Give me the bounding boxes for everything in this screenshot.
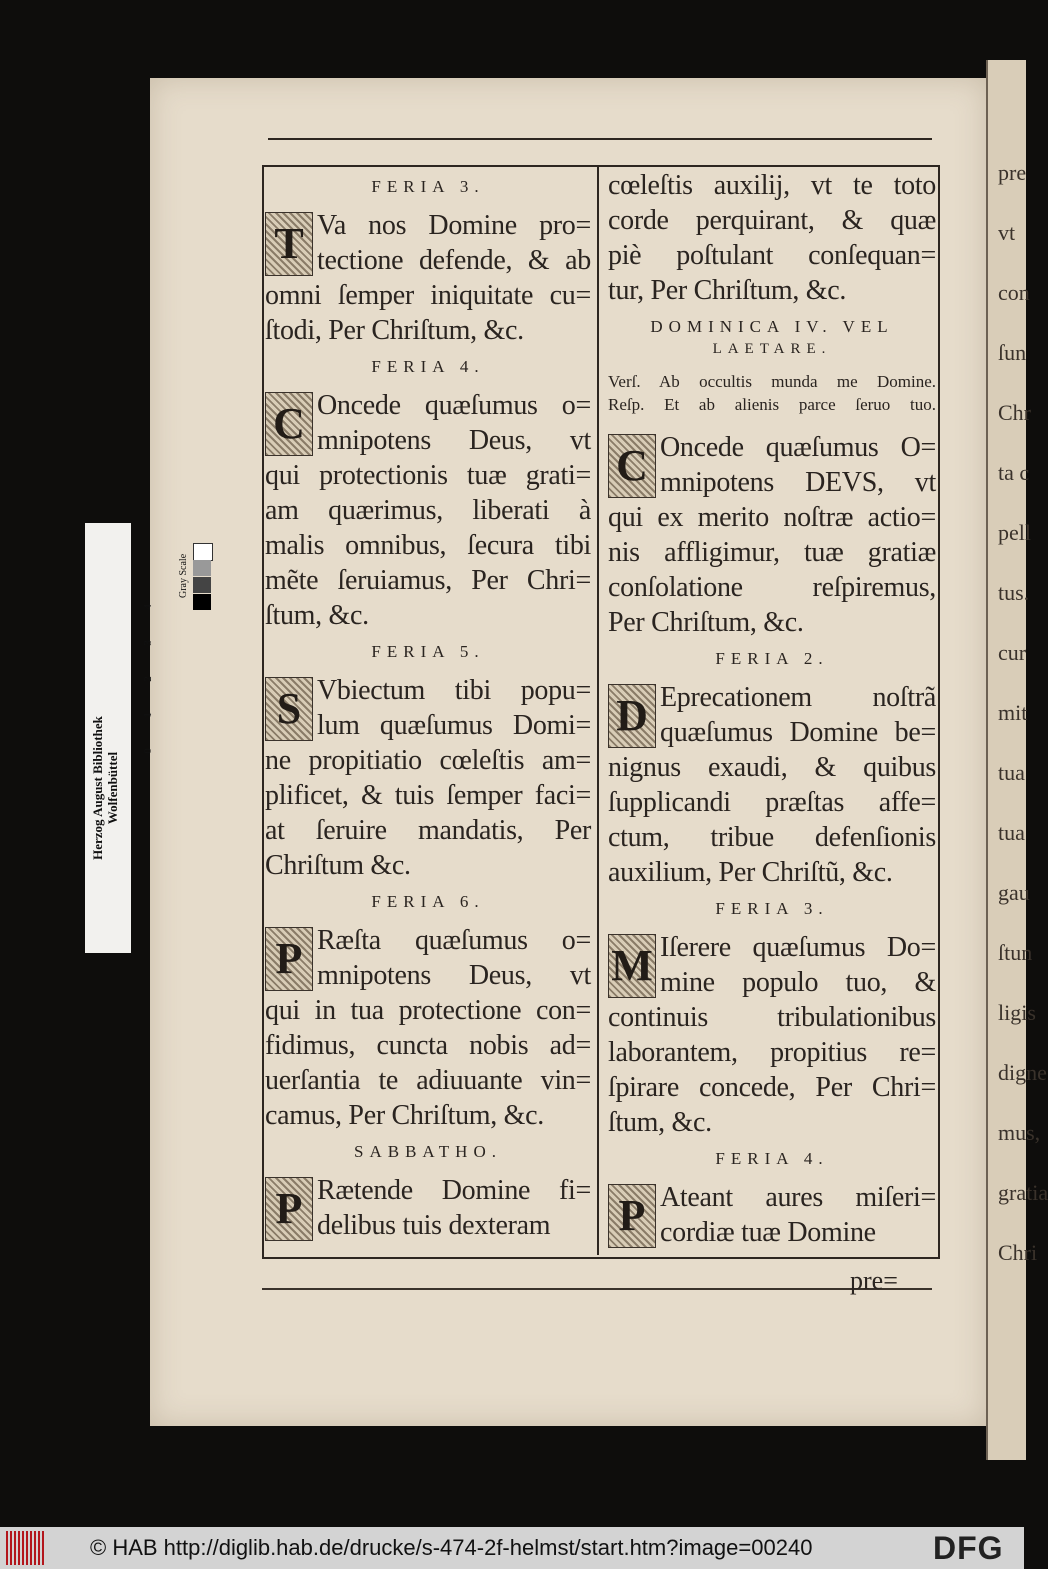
text-line: ſtodi, Per Chriſtum, &c.: [265, 315, 524, 346]
decorated-initial: P: [265, 1177, 313, 1241]
text-line: continuis tribulationibus: [608, 1002, 936, 1033]
next-page-text: ligis: [998, 1000, 1036, 1025]
versicle-line: Verſ. Ab occultis munda me Domine.: [608, 372, 936, 391]
section-heading: FERIA 2.: [715, 649, 829, 668]
decorated-initial: C: [608, 434, 656, 498]
text-line: piè poſtulant conſequan=: [608, 240, 936, 271]
text-line: Chriſtum &c.: [265, 850, 411, 881]
next-page-text: gratia: [998, 1180, 1048, 1205]
prayer-text: [608, 168, 936, 308]
text-line: ne propitiatio cœleſtis am=: [265, 745, 591, 776]
library-city: Wolfenbüttel: [105, 751, 120, 825]
section-heading: SABBATHO.: [354, 1142, 502, 1161]
top-rule: [268, 138, 932, 140]
dfg-logo: DFG: [933, 1530, 1004, 1566]
prayer-text: [265, 1173, 591, 1243]
text-line: Oncede quæſumus o=: [317, 390, 591, 421]
next-page-text: Chri: [998, 1240, 1038, 1265]
section-heading: FERIA 4.: [715, 1149, 829, 1168]
text-line: delibus tuis dexteram: [317, 1210, 551, 1241]
library-label: [90, 618, 120, 958]
color-scale-card: [85, 523, 189, 953]
ruler-tick-label: 0: [141, 748, 154, 754]
text-line: mnipotens Deus, vt: [317, 425, 591, 456]
text-line: at ſeruire mandatis, Per: [265, 815, 591, 846]
text-line: laborantem, propitius re=: [608, 1037, 936, 1068]
swatch-gray: [193, 560, 211, 576]
next-page-text: mit: [998, 700, 1028, 725]
text-line: ſtum, &c.: [608, 1107, 712, 1138]
next-page-text: gau: [998, 880, 1030, 905]
section-heading: FERIA 3.: [715, 899, 829, 918]
text-line: am quærimus, liberati à: [265, 495, 591, 526]
text-line: corde perquirant, & quæ: [608, 205, 936, 236]
right-column: [608, 168, 936, 1250]
text-line: malis omnibus, ſecura tibi: [265, 530, 591, 561]
text-line: mẽte ſeruiamus, Per Chri=: [265, 565, 591, 596]
next-page-text: cur: [998, 640, 1027, 665]
text-line: ſupplicandi præſtas affe=: [608, 787, 936, 818]
section-heading: FERIA 5.: [371, 642, 485, 661]
text-line: Per Chriſtum, &c.: [608, 607, 804, 638]
text-line: conſolatione reſpiremus,: [608, 572, 936, 603]
text-line: qui in tua protectione con=: [265, 995, 591, 1026]
next-page-text: pell: [998, 520, 1031, 545]
prayer-text: [265, 208, 591, 348]
text-line: Vbiectum tibi popu=: [317, 675, 591, 706]
section-heading: LAETARE.: [712, 341, 832, 357]
swatch-black: [193, 594, 211, 610]
decorated-initial: D: [608, 684, 656, 748]
next-page-edge: [986, 60, 1048, 1460]
swatch-white: [193, 543, 213, 561]
prayer-text: [608, 430, 936, 640]
decorated-initial: P: [608, 1184, 656, 1248]
ruler-tick-label: 2: [141, 676, 154, 682]
text-line: nis affligimur, tuæ gratiæ: [608, 537, 936, 568]
prayer-text: [265, 388, 591, 633]
text-line: camus, Per Chriſtum, &c.: [265, 1100, 544, 1131]
text-line: Iſerere quæſumus Do=: [660, 932, 936, 963]
decorated-initial: P: [265, 927, 313, 991]
text-line: nignus exaudi, & quibus: [608, 752, 936, 783]
text-line: Oncede quæſumus O=: [660, 432, 936, 463]
decorated-initial: C: [265, 392, 313, 456]
swatch-dark: [193, 577, 211, 593]
section-heading: FERIA 6.: [371, 892, 485, 911]
library-name: Herzog August Bibliothek: [90, 716, 105, 860]
next-page-text: ſtun: [998, 940, 1033, 965]
next-page-text: con: [998, 280, 1030, 305]
prayer-text: [608, 1180, 936, 1250]
section-heading: DOMINICA IV. VEL: [650, 317, 894, 336]
text-line: qui ex merito noſtræ actio=: [608, 502, 936, 533]
next-page-text: tua: [998, 760, 1025, 785]
text-line: fidimus, cuncta nobis ad=: [265, 1030, 591, 1061]
text-line: tectione defende, & ab: [317, 245, 591, 276]
text-line: auxilium, Per Chriſtũ, &c.: [608, 857, 893, 888]
text-line: plificet, & tuis ſemper faci=: [265, 780, 591, 811]
text-line: uerſantia te adiuuante vin=: [265, 1065, 591, 1096]
text-line: cordiæ tuæ Domine: [660, 1217, 876, 1248]
section-heading: FERIA 4.: [371, 357, 485, 376]
text-line: qui protectionis tuæ grati=: [265, 460, 591, 491]
text-line: Eprecationem noſtrã: [660, 682, 936, 713]
prayer-text: [265, 673, 591, 883]
text-line: ſpirare concede, Per Chri=: [608, 1072, 936, 1103]
text-line: quæſumus Domine be=: [660, 717, 936, 748]
decorated-initial: S: [265, 677, 313, 741]
text-line: Rætende Domine fi=: [317, 1175, 591, 1206]
footer-bar: [0, 1527, 1024, 1569]
ruler-tick-label: 3: [141, 640, 154, 646]
ruler-tick-label: 4: [141, 604, 154, 610]
next-page-text: mus,: [998, 1120, 1041, 1145]
section-heading: FERIA 3.: [371, 177, 485, 196]
next-page-text: vt: [998, 220, 1016, 245]
versicle-line: Reſp. Et ab alienis parce ſeruo tuo.: [608, 395, 936, 414]
text-line: Va nos Domine pro=: [317, 210, 591, 241]
text-line: tur, Per Chriſtum, &c.: [608, 275, 847, 306]
text-line: ſtum, &c.: [265, 600, 369, 631]
next-page-text: digne: [998, 1060, 1047, 1085]
footer-url[interactable]: © HAB http://diglib.hab.de/drucke/s-474-2f-helmst/start.htm?image=00240: [90, 1535, 813, 1560]
text-line: mnipotens DEVS, vt: [660, 467, 936, 498]
prayer-text: [265, 923, 591, 1133]
next-page-text: ſun: [998, 340, 1027, 365]
ruler-tick-label: 1: [141, 712, 154, 718]
text-line: mine populo tuo, &: [660, 967, 936, 998]
next-page-text: Chr: [998, 400, 1031, 425]
next-page-text: ta c: [998, 460, 1030, 485]
text-line: ctum, tribue defenſionis: [608, 822, 936, 853]
text-line: mnipotens Deus, vt: [317, 960, 591, 991]
column-divider: [597, 167, 599, 1255]
text-line: lum quæſumus Domi=: [317, 710, 591, 741]
text-line: Ræſta quæſumus o=: [317, 925, 591, 956]
left-column: [265, 168, 591, 1243]
decorated-initial: M: [608, 934, 656, 998]
prayer-text: [608, 680, 936, 890]
decorated-initial: T: [265, 212, 313, 276]
next-page-text: tus.: [998, 580, 1030, 605]
text-line: cœleſtis auxilij, vt te toto: [608, 170, 936, 201]
next-page-text: tua: [998, 820, 1025, 845]
text-line: omni ſemper iniquitate cu=: [265, 280, 591, 311]
text-line: Ateant aures miſeri=: [660, 1182, 936, 1213]
next-page-text: pre: [998, 160, 1027, 185]
catchword: pre=: [850, 1266, 898, 1295]
prayer-text: [608, 930, 936, 1140]
bottom-rule: [262, 1288, 932, 1290]
gray-scale-label: Gray Scale: [178, 553, 189, 598]
hab-logo-icon: [6, 1531, 46, 1565]
